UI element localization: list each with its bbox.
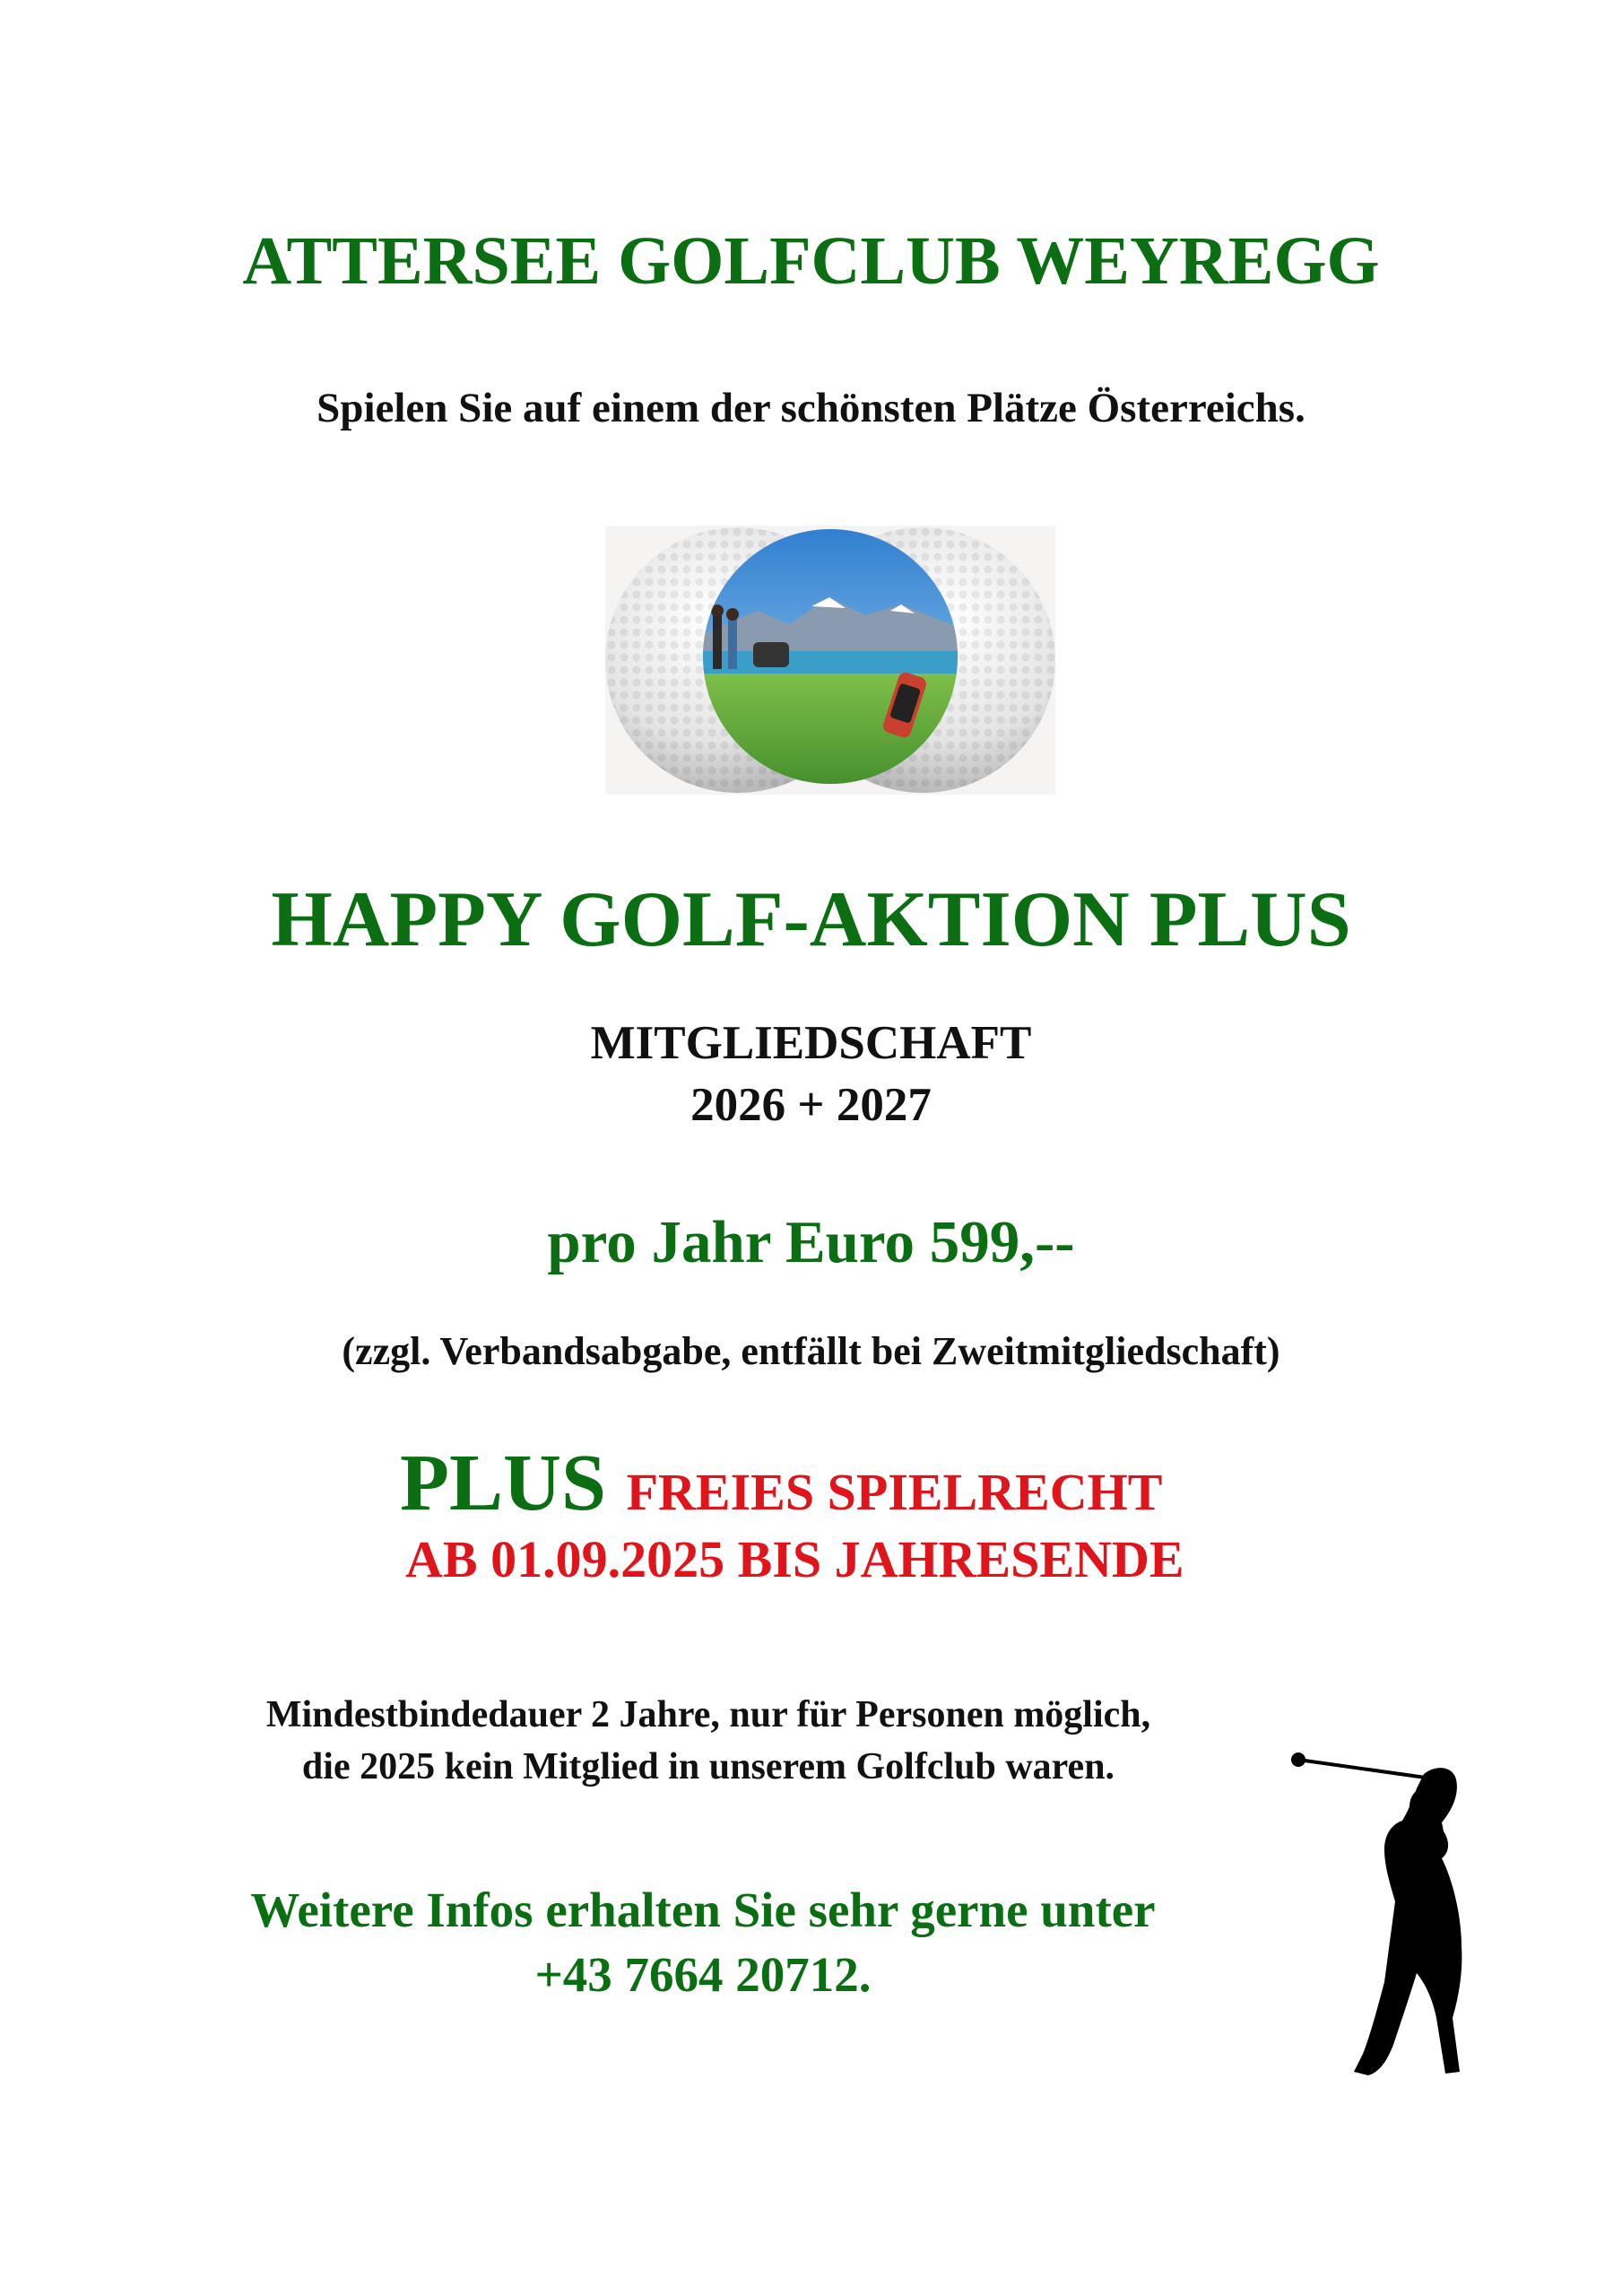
- price: pro Jahr Euro 599,--: [547, 1209, 1075, 1275]
- free-play-label: FREIES SPIELRECHT: [626, 1463, 1163, 1521]
- plus-word: PLUS: [400, 1439, 607, 1527]
- plus-offer-line: [400, 1437, 1162, 1530]
- golfer-silhouette-icon: [1291, 1749, 1488, 2090]
- tagline: Spielen Sie auf einem der schönsten Plätze Österreichs.: [317, 385, 1305, 431]
- club-title: ATTERSEE GOLFCLUB WEYREGG: [242, 223, 1380, 299]
- price-note: (zzgl. Verbandsabgabe, entfällt bei Zweitmitgliedschaft): [342, 1329, 1280, 1373]
- phone-number: +43 7664 20712.: [534, 1947, 872, 2002]
- golf-course-photo-image: [605, 526, 1055, 795]
- free-play-period: AB 01.09.2025 BIS JAHRESENDE: [405, 1530, 1184, 1588]
- contact-info-line: Weitere Infos erhalten Sie sehr gerne unter: [250, 1883, 1156, 1937]
- conditions-line-1: Mindestbindedauer 2 Jahre, nur für Personen möglich,: [265, 1694, 1151, 1735]
- conditions-line-2: die 2025 kein Mitglied in unserem Golfclub waren.: [301, 1746, 1115, 1787]
- membership-label: MITGLIEDSCHAFT: [590, 1017, 1032, 1069]
- promo-title: HAPPY GOLF-AKTION PLUS: [271, 876, 1351, 963]
- membership-years: 2026 + 2027: [690, 1079, 932, 1131]
